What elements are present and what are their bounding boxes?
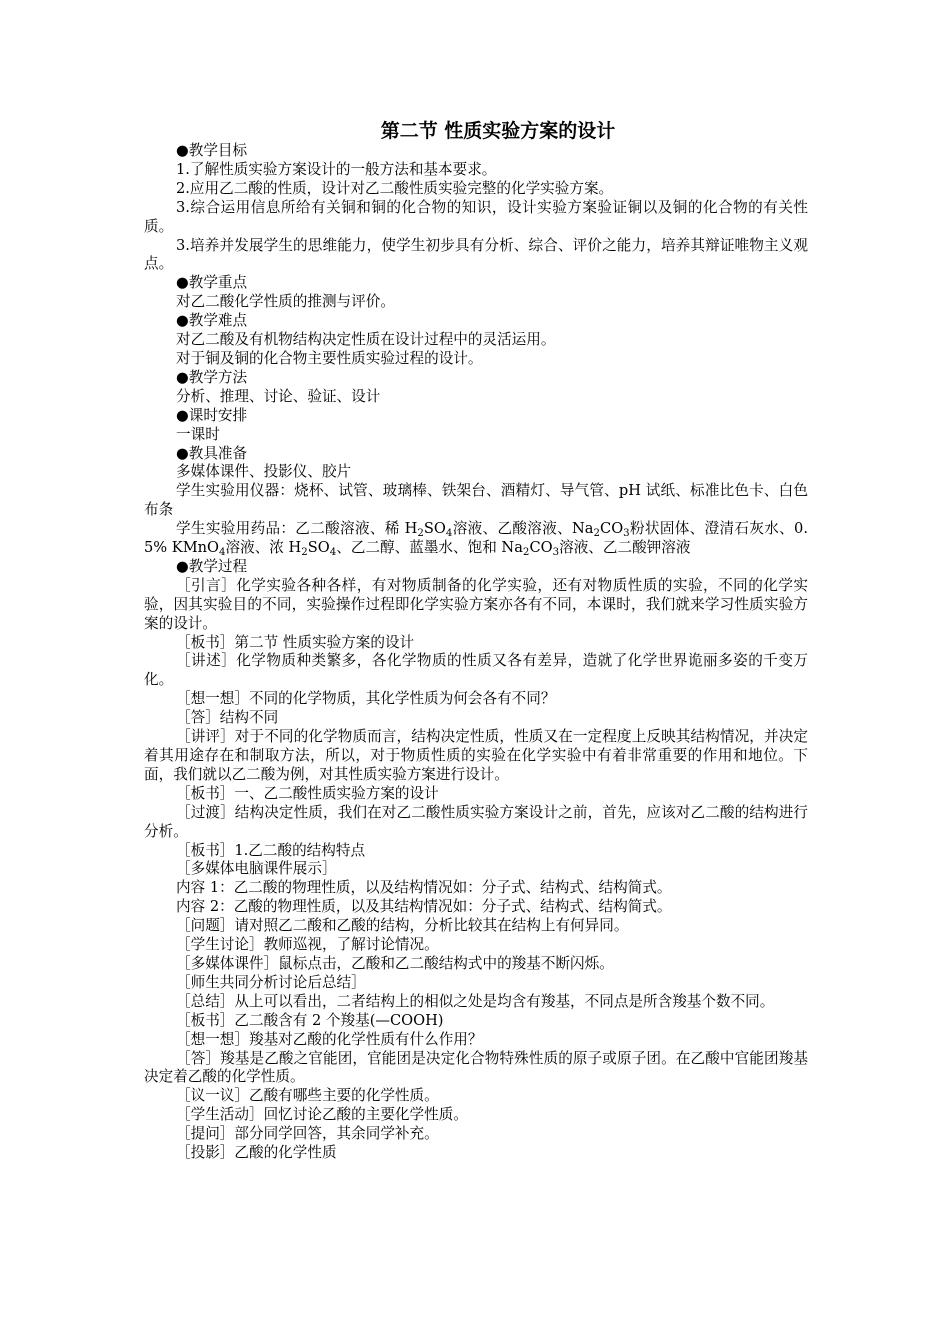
objective-item: 3.培养并发展学生的思维能力，使学生初步具有分析、综合、评价之能力，培养其辩证唯物主义观点。: [144, 236, 808, 273]
paragraph: ［议一议］乙酸有哪些主要的化学性质。: [176, 1087, 439, 1105]
paragraph: 内容 2：乙酸的物理性质，以及其结构情况如：分子式、结构式、结构简式。: [176, 898, 672, 916]
paragraph: 分析、推理、讨论、验证、设计: [176, 387, 381, 405]
paragraph: ［投影］乙酸的化学性质: [176, 1144, 337, 1162]
paragraph: 一课时: [176, 425, 220, 443]
paragraph: ［板书］1.乙二酸的结构特点: [176, 841, 366, 859]
paragraph: 对于铜及铜的化合物主要性质实验过程的设计。: [176, 349, 483, 367]
paragraph: ［想一想］羧基对乙酸的化学性质有什么作用？: [176, 1030, 483, 1048]
objective-item: 1.了解性质实验方案设计的一般方法和基本要求。: [176, 160, 497, 178]
paragraph: ［总结］从上可以看出，二者结构上的相似之处是均含有羧基，不同点是所含羧基个数不同。: [176, 992, 775, 1010]
paragraph: ［讲评］对于不同的化学物质而言，结构决定性质，性质又在一定程度上反映其结构情况，并决定着其用途存在和制取方法，所以，对于物质性质的实验在化学实验中有着非常重要的作用和地位。下面，我们就以乙二酸为例，对其性质实验方案进行设计。: [144, 728, 808, 783]
paragraph: ［多媒体课件］鼠标点击，乙酸和乙二酸结构式中的羧基不断闪烁。: [176, 954, 614, 972]
paragraph: ［板书］第二节 性质实验方案的设计: [176, 633, 415, 651]
section-heading-process: ●教学过程: [176, 557, 248, 575]
paragraph-reagents: 学生实验用药品：乙二酸溶液、稀 $H_2SO_4$溶液、乙酸溶液、$Na_2CO_3$粉状固体、澄清石灰水、0.5% KMnO$_4$溶液、浓 $H_2SO_4$、乙二醇、蓝墨水、饱和 $Na_2CO_3$溶液、乙二酸钾溶液: [144, 520, 808, 558]
paragraph: 多媒体课件、投影仪、胶片: [176, 463, 352, 481]
paragraph: ［过渡］结构决定性质，我们在对乙二酸性质实验方案设计之前，首先，应该对乙二酸的结构进行分析。: [144, 803, 808, 840]
objective-item: 3.综合运用信息所给有关铜和铜的化合物的知识，设计实验方案验证铜以及铜的化合物的有关性质。: [144, 198, 808, 235]
paragraph: 对乙二酸及有机物结构决定性质在设计过程中的灵活运用。: [176, 331, 556, 349]
section-heading-difficulties: ●教学难点: [176, 312, 248, 330]
paragraph-instruments: 学生实验用仪器：烧杯、试管、玻璃棒、铁架台、酒精灯、导气管、pH 试纸、标准比色卡、白色布条: [144, 482, 808, 519]
paragraph: ［学生活动］回忆讨论乙酸的主要化学性质。: [176, 1106, 468, 1124]
paragraph: ［引言］化学实验各种各样，有对物质制备的化学实验，还有对物质性质的实验，不同的化学实验，因其实验目的不同，实验操作过程即化学实验方案亦各有不同，本课时，我们就来学习性质实验方案的设计。: [144, 576, 808, 632]
document-body: [144, 142, 808, 1163]
paragraph: ［师生共同分析讨论后总结］: [176, 973, 366, 991]
paragraph: ［答］羧基是乙酸之官能团，官能团是决定化合物特殊性质的原子或原子团。在乙酸中官能团羧基决定着乙酸的化学性质。: [144, 1049, 808, 1086]
paragraph: ［问题］请对照乙二酸和乙酸的结构，分析比较其在结构上有何异同。: [176, 917, 629, 935]
paragraph: ［答］结构不同: [176, 709, 279, 727]
section-heading-objectives: ●教学目标: [176, 142, 248, 159]
paragraph: ［学生讨论］教师巡视，了解讨论情况。: [176, 936, 439, 954]
paragraph: ［想一想］不同的化学物质，其化学性质为何会各有不同？: [176, 690, 556, 708]
paragraph: ［讲述］化学物质种类繁多，各化学物质的性质又各有差异，造就了化学世界诡丽多姿的千变万化。: [144, 652, 808, 689]
paragraph: 对乙二酸化学性质的推测与评价。: [176, 293, 395, 311]
paragraph: ［多媒体电脑课件展示］: [176, 860, 337, 878]
section-heading-materials: ●教具准备: [176, 444, 248, 462]
page-title: 第二节 性质实验方案的设计: [380, 120, 616, 142]
paragraph: 内容 1：乙二酸的物理性质，以及结构情况如：分子式、结构式、结构简式。: [176, 879, 672, 897]
section-heading-methods: ●教学方法: [176, 368, 248, 386]
section-heading-schedule: ●课时安排: [176, 406, 248, 424]
paragraph: ［提问］部分同学回答，其余同学补充。: [176, 1125, 439, 1143]
paragraph: ［板书］乙二酸含有 2 个羧基(—COOH): [176, 1011, 444, 1029]
section-heading-key-points: ●教学重点: [176, 274, 248, 292]
paragraph: ［板书］一、乙二酸性质实验方案的设计: [176, 784, 439, 802]
objective-item: 2.应用乙二酸的性质，设计对乙二酸性质实验完整的化学实验方案。: [176, 179, 614, 197]
